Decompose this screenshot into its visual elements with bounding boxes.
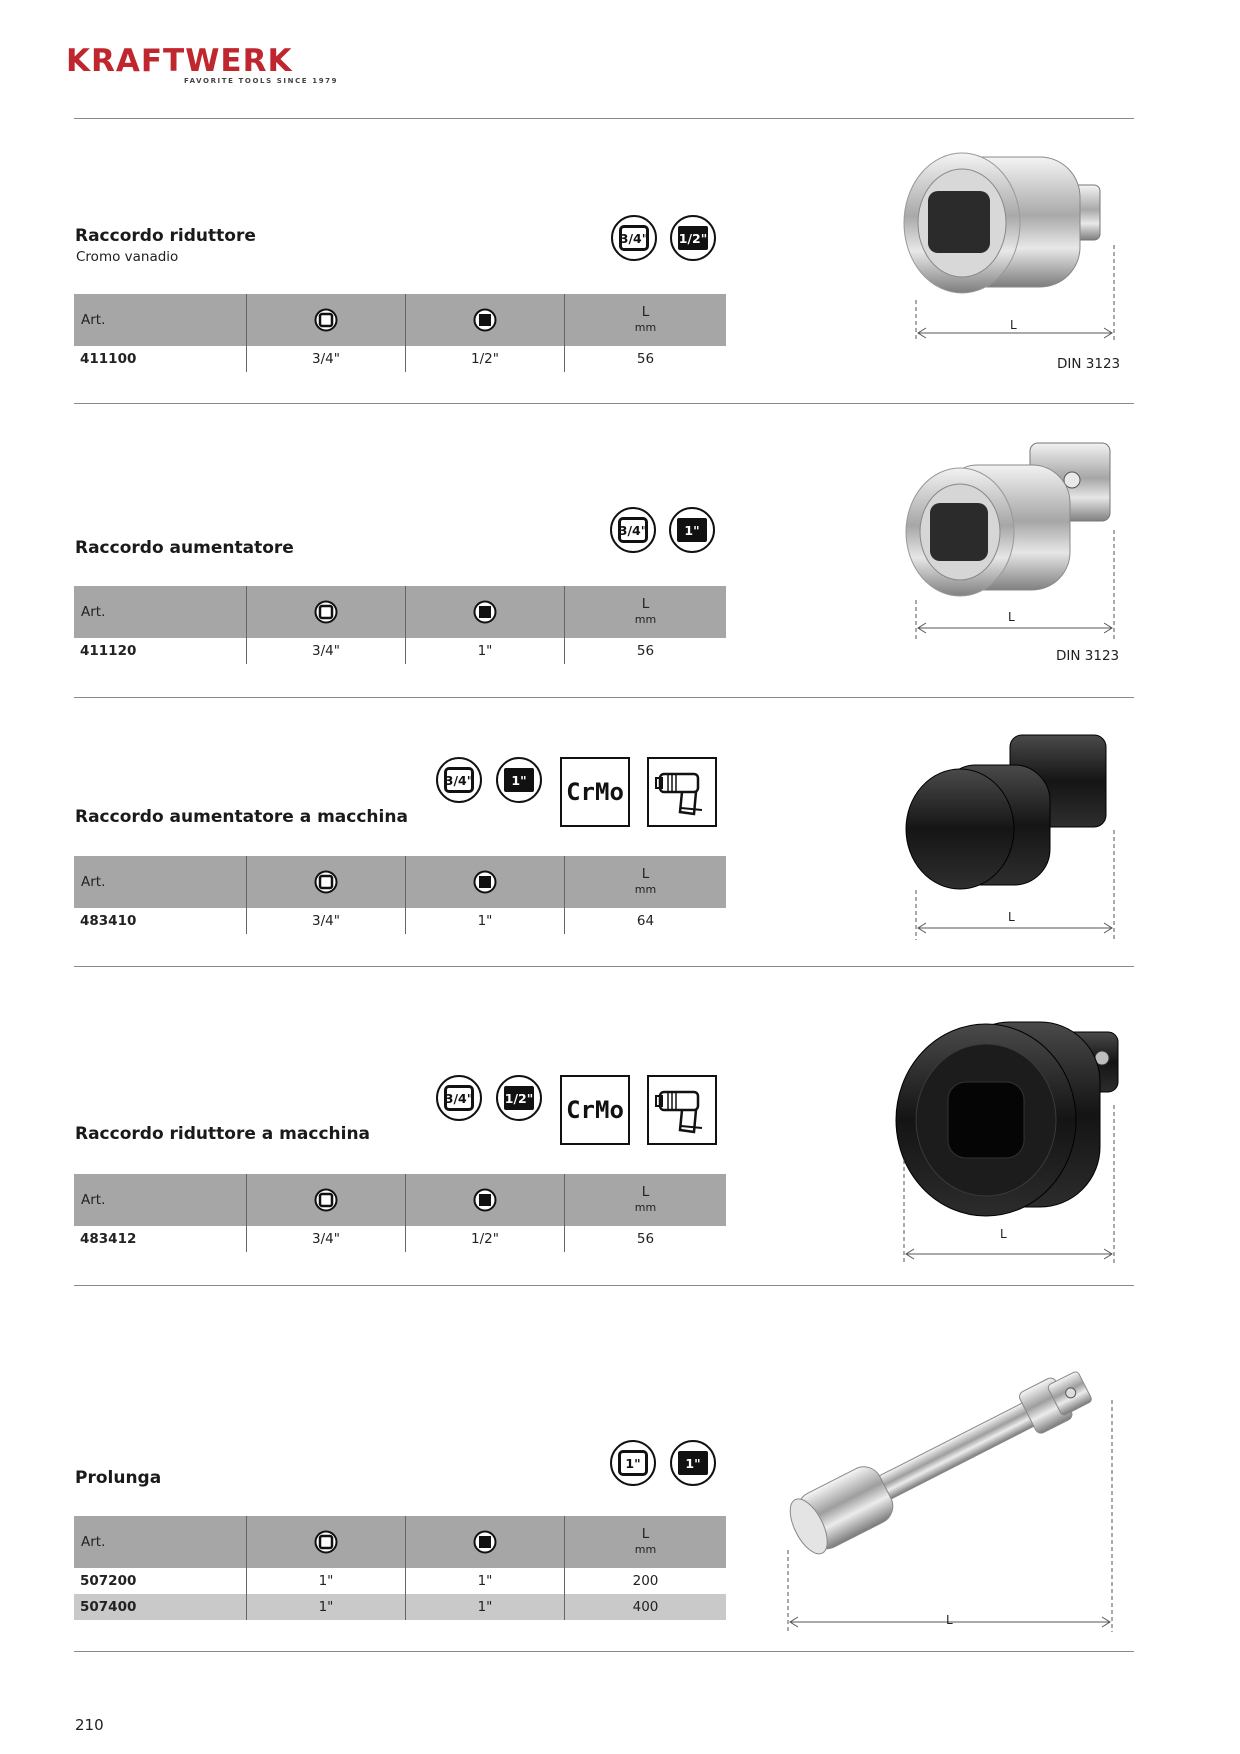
adapter-chrome-illustration	[900, 435, 1130, 645]
divider	[74, 118, 1134, 119]
spec-table	[74, 1516, 726, 1620]
length-label: L	[641, 866, 650, 882]
length-unit: mm	[634, 883, 657, 896]
square-drive-filled-icon	[473, 870, 497, 894]
spec-table	[74, 1174, 726, 1252]
material-label: CrMo	[566, 1096, 624, 1124]
input-drive: 1"	[247, 1568, 406, 1594]
table-row	[74, 346, 726, 372]
col-input-drive	[247, 586, 406, 638]
col-length	[565, 1174, 727, 1226]
col-length	[565, 856, 727, 908]
table-header-row	[74, 1516, 726, 1568]
drive-size-label: 1"	[678, 1451, 708, 1475]
square-drive-filled-icon	[473, 1188, 497, 1212]
square-drive-icon	[314, 600, 338, 624]
impact-wrench-tile	[647, 1075, 717, 1145]
product-title: Raccordo aumentatore	[75, 538, 294, 558]
dimension-label: L	[946, 1613, 953, 1627]
drive-size-label: 3/4"	[618, 517, 648, 543]
dimension-label: L	[1000, 1227, 1007, 1241]
length-label: L	[641, 304, 650, 320]
col-length	[565, 294, 727, 346]
input-drive: 3/4"	[247, 1226, 406, 1252]
divider	[74, 1285, 1134, 1286]
impact-adapter-illustration	[890, 1010, 1130, 1275]
art-number: 483412	[80, 1231, 137, 1247]
drive-size-label: 1"	[618, 1450, 648, 1476]
table-header-row	[74, 1174, 726, 1226]
col-input-drive	[247, 856, 406, 908]
col-art: Art.	[74, 1174, 247, 1226]
length-unit: mm	[634, 321, 657, 334]
din-standard: DIN 3123	[1056, 648, 1120, 664]
drive-badge-input	[436, 757, 482, 803]
table-row	[74, 1594, 726, 1620]
output-drive: 1/2"	[406, 1226, 565, 1252]
square-drive-icon	[314, 870, 338, 894]
col-output-drive	[406, 1174, 565, 1226]
length-label: L	[641, 596, 650, 612]
col-input-drive	[247, 294, 406, 346]
art-number: 507200	[80, 1573, 137, 1589]
drive-badge-input	[610, 507, 656, 553]
material-label: CrMo	[566, 778, 624, 806]
col-art: Art.	[74, 586, 247, 638]
brand-name: KRAFTWERK	[66, 43, 293, 79]
length-unit: mm	[634, 613, 657, 626]
square-drive-icon	[314, 1530, 338, 1554]
col-output-drive	[406, 294, 565, 346]
extension-bar-illustration	[770, 1340, 1130, 1640]
product-title: Raccordo riduttore	[75, 226, 256, 246]
col-art: Art.	[74, 1516, 247, 1568]
col-output-drive	[406, 1516, 565, 1568]
dimension-label: L	[1010, 318, 1017, 332]
impact-wrench-icon	[654, 764, 710, 820]
length-unit: mm	[634, 1543, 657, 1556]
brand-logo	[66, 43, 339, 92]
length-label: L	[641, 1184, 650, 1200]
col-length	[565, 586, 727, 638]
output-drive: 1"	[406, 908, 565, 934]
divider	[74, 403, 1134, 404]
product-title: Prolunga	[75, 1468, 162, 1488]
spec-table	[74, 856, 726, 934]
length-value: 200	[565, 1568, 727, 1594]
din-standard: DIN 3123	[1057, 356, 1121, 372]
col-art: Art.	[74, 294, 247, 346]
table-row	[74, 1226, 726, 1252]
table-row	[74, 1568, 726, 1594]
table-row	[74, 908, 726, 934]
impact-wrench-icon	[654, 1082, 710, 1138]
drive-badge-output	[496, 1075, 542, 1121]
output-drive: 1"	[406, 1568, 565, 1594]
length-value: 56	[565, 346, 727, 372]
output-drive: 1"	[406, 1594, 565, 1620]
drive-badge-input	[436, 1075, 482, 1121]
art-number: 507400	[74, 1594, 247, 1620]
output-drive: 1/2"	[406, 346, 565, 372]
length-value: 400	[565, 1594, 727, 1620]
input-drive: 3/4"	[247, 346, 406, 372]
drive-badge-output	[496, 757, 542, 803]
length-label: L	[641, 1526, 650, 1542]
drive-badge-output	[670, 1440, 716, 1486]
table-row	[74, 638, 726, 664]
dimension-label: L	[1008, 910, 1015, 924]
length-value: 64	[565, 908, 727, 934]
product-subtitle: Cromo vanadio	[76, 249, 179, 265]
art-number: 411120	[80, 643, 137, 659]
drive-size-label: 3/4"	[444, 1085, 474, 1111]
product-title: Raccordo riduttore a macchina	[75, 1124, 371, 1144]
art-number: 411100	[80, 351, 137, 367]
drive-size-label: 1/2"	[504, 1086, 534, 1110]
art-number: 483410	[80, 913, 137, 929]
impact-adapter-illustration	[900, 725, 1130, 945]
input-drive: 3/4"	[247, 908, 406, 934]
length-value: 56	[565, 1226, 727, 1252]
input-drive: 3/4"	[247, 638, 406, 664]
input-drive: 1"	[247, 1594, 406, 1620]
table-header-row	[74, 294, 726, 346]
length-unit: mm	[634, 1201, 657, 1214]
impact-wrench-tile	[647, 757, 717, 827]
divider	[74, 966, 1134, 967]
product-title: Raccordo aumentatore a macchina	[75, 807, 408, 827]
drive-badge-input	[611, 215, 657, 261]
drive-badge-input	[610, 1440, 656, 1486]
length-value: 56	[565, 638, 727, 664]
table-header-row	[74, 586, 726, 638]
divider	[74, 1651, 1134, 1652]
dimension-label: L	[1008, 610, 1015, 624]
square-drive-filled-icon	[473, 1530, 497, 1554]
col-art: Art.	[74, 856, 247, 908]
drive-size-label: 1"	[504, 768, 534, 792]
drive-badge-output	[669, 507, 715, 553]
square-drive-icon	[314, 308, 338, 332]
drive-badge-output	[670, 215, 716, 261]
output-drive: 1"	[406, 638, 565, 664]
divider	[74, 697, 1134, 698]
col-length	[565, 1516, 727, 1568]
drive-size-label: 3/4"	[619, 225, 649, 251]
square-drive-icon	[314, 1188, 338, 1212]
square-drive-filled-icon	[473, 308, 497, 332]
drive-size-label: 1"	[677, 518, 707, 542]
square-drive-filled-icon	[473, 600, 497, 624]
table-header-row	[74, 856, 726, 908]
material-crmo-tile	[560, 757, 630, 827]
col-output-drive	[406, 856, 565, 908]
col-output-drive	[406, 586, 565, 638]
col-input-drive	[247, 1516, 406, 1568]
material-crmo-tile	[560, 1075, 630, 1145]
page-number: 210	[75, 1716, 104, 1734]
drive-size-label: 3/4"	[444, 767, 474, 793]
brand-tagline: FAVORITE TOOLS SINCE 1979	[184, 77, 339, 85]
spec-table	[74, 294, 726, 372]
col-input-drive	[247, 1174, 406, 1226]
adapter-chrome-illustration	[900, 145, 1130, 345]
spec-table	[74, 586, 726, 664]
drive-size-label: 1/2"	[678, 226, 708, 250]
